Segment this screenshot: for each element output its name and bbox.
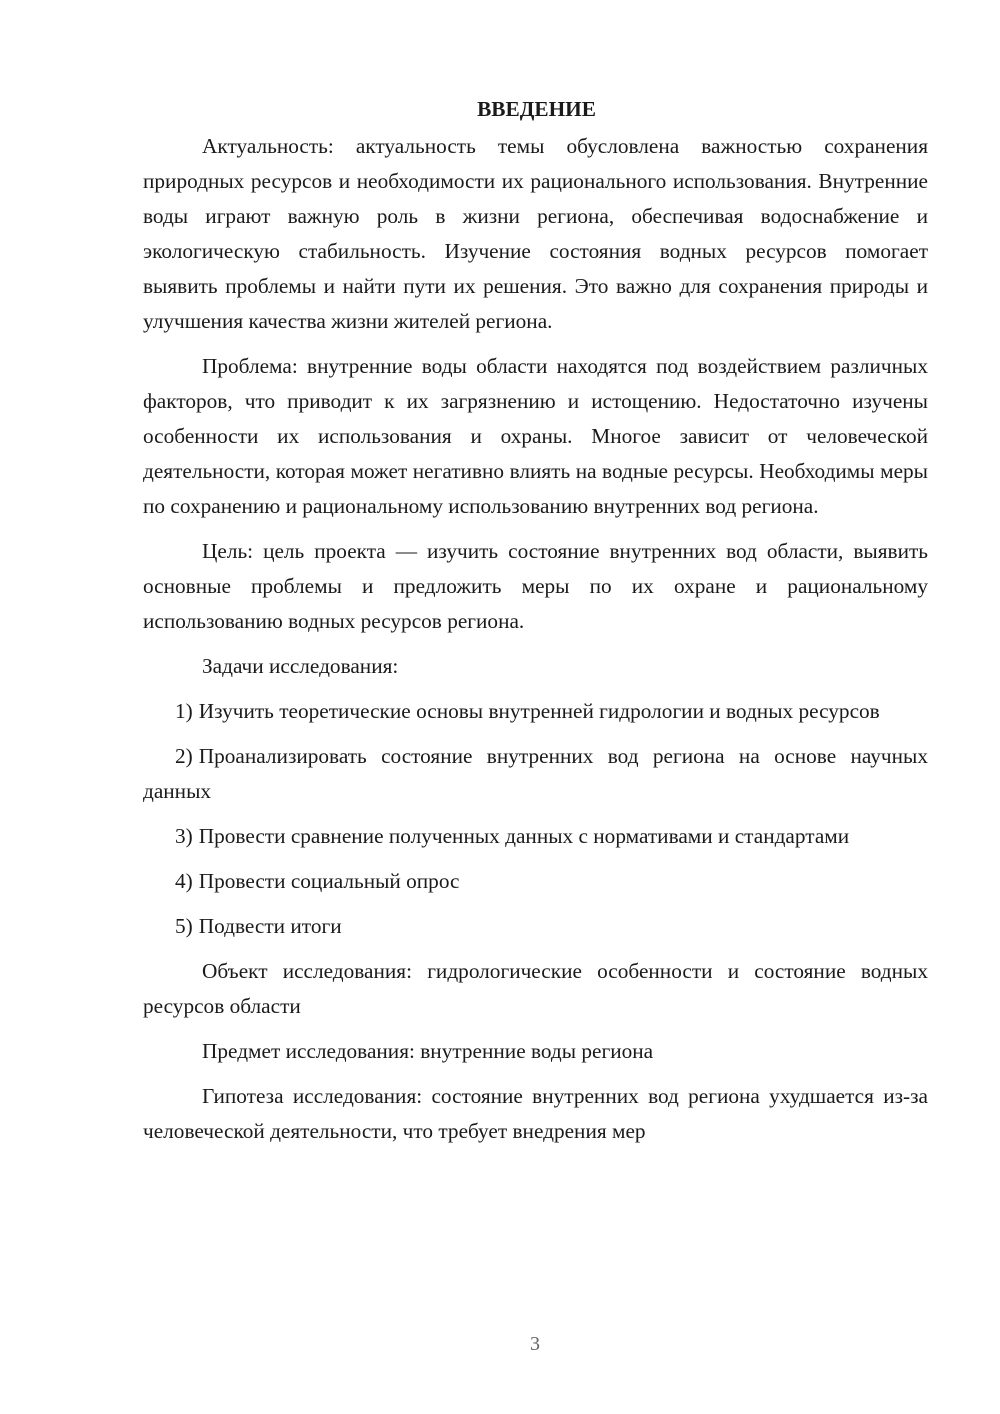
task-number: 5) xyxy=(175,914,193,938)
task-number: 1) xyxy=(175,699,193,723)
task-text: Изучить теоретические основы внутренней гидрологии и водных ресурсов xyxy=(198,699,880,723)
task-item xyxy=(143,694,928,729)
task-text: Проанализировать состояние внутренних вод региона на основе научных данных xyxy=(143,744,928,803)
task-number: 3) xyxy=(175,824,193,848)
task-text: Провести социальный опрос xyxy=(198,869,460,893)
document-body xyxy=(143,92,928,1159)
paragraph-problem: Проблема: внутренние воды области находятся под воздействием различных факторов, что приводит к их загрязнению и истощению. Недостаточно изучены особенности их использования и охраны. Многое зависит от человеческой деятельности, которая может негативно влиять на водные ресурсы. Необходимы меры по сохранению и рациональному использованию внутренних вод региона. xyxy=(143,354,928,518)
task-text: Подвести итоги xyxy=(198,914,342,938)
paragraph-object: Объект исследования: гидрологические особенности и состояние водных ресурсов области xyxy=(143,959,928,1018)
section-title: ВВЕДЕНИЕ xyxy=(477,97,596,121)
task-list xyxy=(143,694,928,944)
task-item xyxy=(143,819,928,854)
paragraph-goal: Цель: цель проекта — изучить состояние внутренних вод области, выявить основные проблемы и предложить меры по их охране и рациональному использованию водных ресурсов региона. xyxy=(143,539,928,633)
task-number: 2) xyxy=(175,744,193,768)
page-number: 3 xyxy=(530,1333,540,1355)
paragraph-relevance: Актуальность: актуальность темы обусловлена важностью сохранения природных ресурсов и необходимости их рационального использования. Внутренние воды играют важную роль в жизни региона, обеспечивая водоснабжение и экологическую стабильность. Изучение состояния водных ресурсов помогает выявить проблемы и найти пути их решения. Это важно для сохранения природы и улучшения качества жизни жителей региона. xyxy=(143,134,928,333)
paragraph-subject: Предмет исследования: внутренние воды региона xyxy=(202,1039,654,1063)
task-number: 4) xyxy=(175,869,193,893)
paragraph-hypothesis: Гипотеза исследования: состояние внутренних вод региона ухудшается из-за человеческой деятельности, что требует внедрения мер xyxy=(143,1084,928,1143)
task-text: Провести сравнение полученных данных с нормативами и стандартами xyxy=(198,824,850,848)
task-item xyxy=(143,909,928,944)
paragraph-tasks-heading: Задачи исследования: xyxy=(202,654,399,678)
task-item xyxy=(143,864,928,899)
task-item xyxy=(143,739,928,809)
